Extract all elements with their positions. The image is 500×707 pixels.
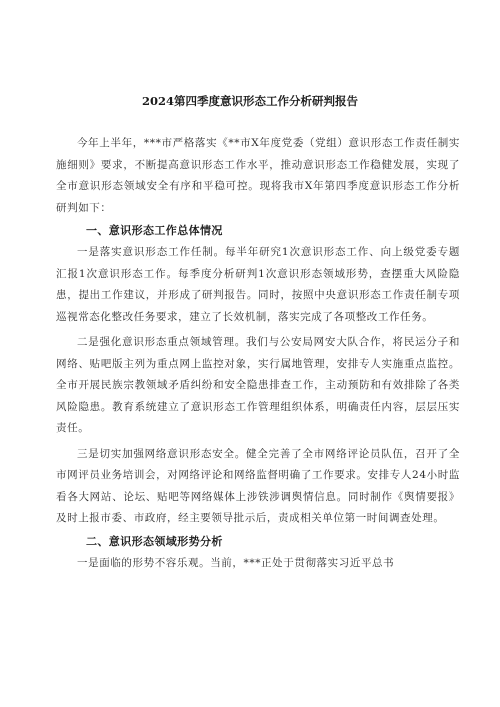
section-2-heading: 二、意识形态领域形势分析 [86,534,223,548]
document-body [56,133,460,574]
section-2-paragraph-1: 一是面临的形势不容乐观。当前，***正处于贯彻落实习近平总书 [77,556,395,569]
section-1-paragraph-1: 一是落实意识形态工作任制。每半年研究1次意识形态工作、向上级党委专题汇报1次意识形态工作。每季度分析研判1次意识形态领域形势，查摆重大风险隐患，提出工作建议，并形成了研判报告。同时，按照中央意识形态工作责任制专项巡视常态化整改任务要求，建立了长效机制，落实完成了各项整改工作任务。 [56,246,460,323]
section-1-paragraph-2: 二是强化意识形态重点领域管理。我们与公安局网安大队合作，将民运分子和网络、贴吧版主列为重点网上监控对象，实行属地管理，安排专人实施重点监控。全市开展民族宗教领域矛盾纠纷和安全隐患排查工作，主动预防和有效排除了各类风险隐患。教育系统建立了意识形态工作管理组织体系，明确责任内容，层层压实责任。 [56,336,460,434]
section-1-heading: 一、意识形态工作总体情况 [86,224,223,237]
intro-paragraph: 今年上半年，***市严格落实《**市X年度党委（党组）意识形态工作责任制实施细则》要求，不断提高意识形态工作水平，推动意识形态工作稳健发展，实现了全市意识形态领域安全有序和平稳可控。现将我市X年第四季度意识形态工作分析研判如下： [56,137,460,214]
document-title: 2024第四季度意识形态工作分析研判报告 [141,94,358,108]
section-1-paragraph-3: 三是切实加强网络意识形态安全。健全完善了全市网络评论员队伍，召开了全市网评员业务培训会，对网络评论和网络监督明确了工作要求。安排专人24小时监看各大网站、论坛、贴吧等网络媒体上涉铁涉调舆情信息。同时制作《舆情要报》及时上报市委、市政府，经主要领导批示后，责成相关单位第一时间调查处理。 [56,447,460,524]
